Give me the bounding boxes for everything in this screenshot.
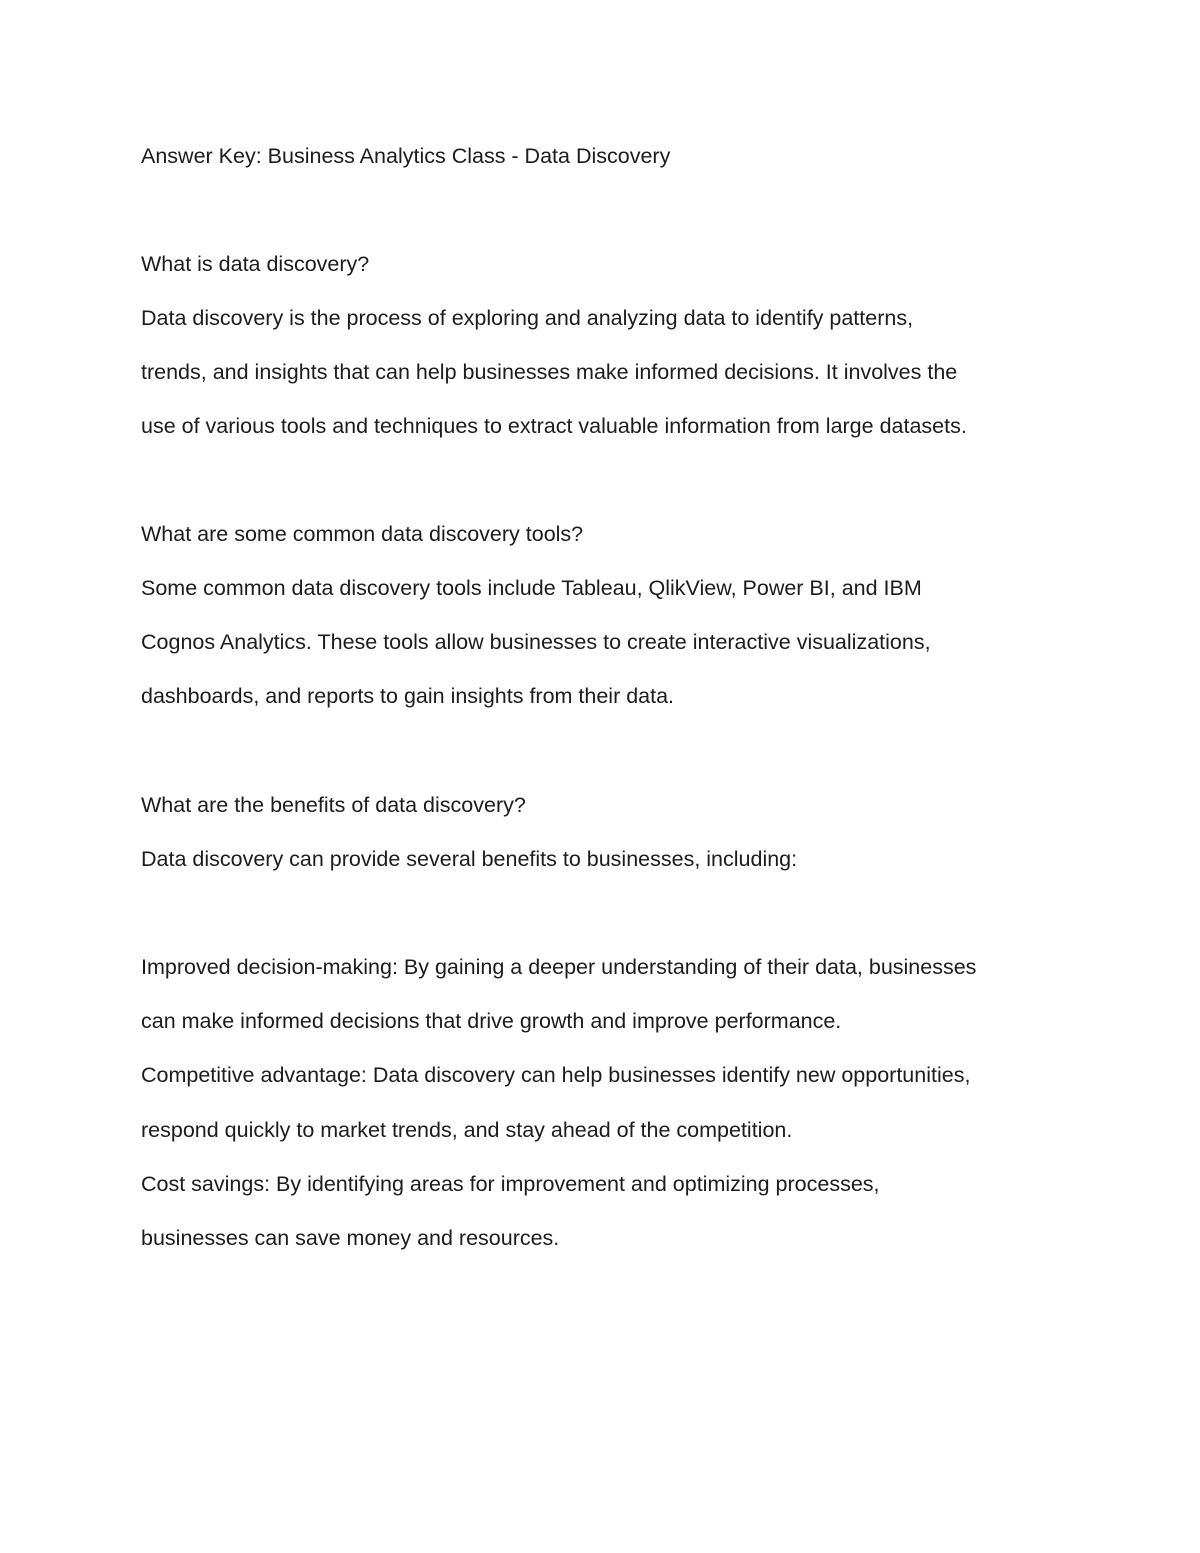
answer-2-line-3: dashboards, and reports to gain insights from their data. (141, 684, 675, 708)
answer-1-line-2: trends, and insights that can help businesses make informed decisions. It involves the (141, 360, 958, 384)
benefit-cost-savings-line-2: businesses can save money and resources. (141, 1226, 560, 1250)
question-2: What are some common data discovery tools? (141, 522, 584, 546)
document-title: Answer Key: Business Analytics Class - Data Discovery (141, 144, 671, 168)
question-3: What are the benefits of data discovery? (141, 793, 526, 817)
question-1: What is data discovery? (141, 252, 370, 276)
answer-1-line-1: Data discovery is the process of exploring and analyzing data to identify patterns, (141, 306, 914, 330)
benefit-improved-decision-line-2: can make informed decisions that drive growth and improve performance. (141, 1009, 842, 1033)
answer-3-line-1: Data discovery can provide several benefits to businesses, including: (141, 847, 798, 871)
answer-2-line-2: Cognos Analytics. These tools allow businesses to create interactive visualizations, (141, 630, 931, 654)
benefit-competitive-advantage-line-2: respond quickly to market trends, and stay ahead of the competition. (141, 1118, 793, 1142)
answer-2-line-1: Some common data discovery tools include Tableau, QlikView, Power BI, and IBM (141, 576, 922, 600)
benefit-improved-decision-line-1: Improved decision-making: By gaining a deeper understanding of their data, businesses (141, 955, 977, 979)
answer-1-line-3: use of various tools and techniques to extract valuable information from large datasets. (141, 414, 967, 438)
benefit-cost-savings-line-1: Cost savings: By identifying areas for improvement and optimizing processes, (141, 1172, 880, 1196)
benefit-competitive-advantage-line-1: Competitive advantage: Data discovery can help businesses identify new opportunities, (141, 1063, 971, 1087)
